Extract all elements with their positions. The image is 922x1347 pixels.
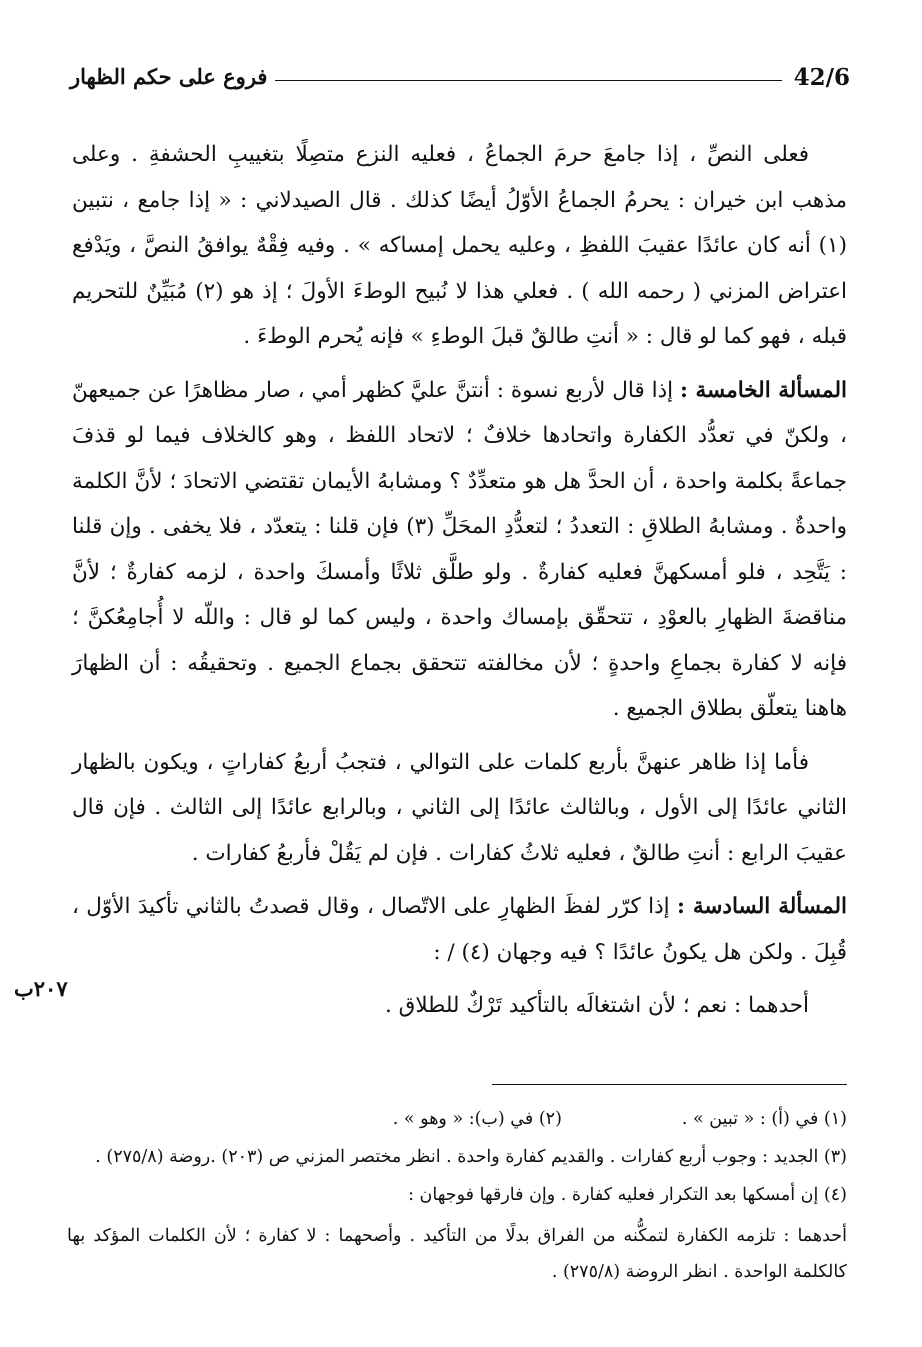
paragraph-issue-5 <box>72 368 847 732</box>
footnote-rule <box>492 1084 847 1085</box>
issue-6-text: إذا كرّر لفظَ الظهارِ على الاتّصال ، وقال قصدتُ بالثاني تأكيدَ الأوّل ، قُبِلَ . ولكن هل يكونُ عائدًا ؟ فيه وجهان (٤) / : <box>72 894 847 965</box>
issue-5-heading: المسألة الخامسة : <box>680 377 847 403</box>
paragraph-5: أحدهما : نعم ؛ لأن اشتغالَه بالتأكيد تَرْكٌ للطلاق . <box>385 993 809 1018</box>
issue-6-heading: المسألة السادسة : <box>676 894 847 919</box>
paragraph-3: فأما إذا ظاهر عنهنَّ بأربع كلمات على التوالي ، فتجبُ أربعُ كفاراتٍ ، ويكون بالظهار الثاني عائدًا إلى الأول ، وبالثالث عائدًا إلى الثاني ، وبالرابع عائدًا إلى الثالث . فإن قال عقيبَ الرابع : أنتِ طالقٌ ، فعليه ثلاثُ كفارات . فإن لم يَقُلْ فأربعُ كفارات . <box>72 749 847 866</box>
footnote-4-continuation: أحدهما : تلزمه الكفارة لتمكُّنه من الفراق بدلًا من التأكيد . وأصحهما : لا كفارة ؛ لأن الكلمات المؤكد بها كالكلمة الواحدة . انظر الروضة (٢٧٥/٨) . <box>67 1226 847 1282</box>
footnote-row-1-2 <box>67 1104 847 1134</box>
issue-5-text: إذا قال لأربع نسوة : أنتنَّ عليَّ كظهر أمي ، صار مظاهرًا عن جميعهنّ ، ولكنّ في تعدُّد الكفارة واتحادها خلافٌ ؛ لاتحاد اللفظ ، وهو كالخلاف فيما لو قذفَ جماعةً بكلمة واحدة ، أن الحدَّ هل هو متعدِّدٌ ؟ ومشابهُ الأيمان تقتضي الاتحادَ ؛ لأنَّ الكلمة واحدةٌ . ومشابهُ الطلاقِ : التعددُ ؛ لتعدُّدِ المحَلِّ (٣) فإن قلنا : يتعدّد ، فلا يخفى . وإن قلنا : يَتَّحِد ، فلو أمسكهنَّ فعليه كفارةٌ . ولو طلَّق ثلاثًا وأمسكَ واحدة ، لزمه كفارةٌ ؛ لأنَّ مناقضةَ الظهارِ بالعوْدِ ، تتحقّق بإمساك واحدة ، وليس كما لو قال : واللّه لا أُجامِعُكنَّ ؛ فإنه لا كفارة بجماعِ واحدةٍ ؛ لأن مخالفته تتحقق بجماع الجميع . وتحقيقُه : أن الظهارَ هاهنا يتعلّق بطلاق الجميع . <box>72 377 847 721</box>
footnote-1: (١) في (أ) : « تبين » . <box>681 1109 847 1129</box>
footnote-4: (٤) إن أمسكها بعد التكرار فعليه كفارة . وإن فارقها فوجهان : <box>408 1185 847 1205</box>
paragraph-issue-6 <box>72 884 847 975</box>
footnote-2: (٢) في (ب): « وهو » . <box>392 1109 562 1129</box>
running-title: فروع على حكم الظهار <box>70 64 268 89</box>
footnotes <box>67 1104 847 1290</box>
header-rule <box>275 80 782 81</box>
running-header <box>70 58 850 98</box>
manuscript-folio-note: ٢٠٧ب <box>14 976 68 1001</box>
main-text <box>72 132 847 1029</box>
page-number: 42/6 <box>793 64 850 91</box>
paragraph-1: فعلى النصِّ ، إذا جامعَ حرمَ الجماعُ ، فعليه النزع متصِلًا بتغييبِ الحشفةِ . وعلى مذهب ابن خيران : يحرمُ الجماعُ الأوّلُ أيضًا كذلك . قال الصيدلاني : « إذا جامع ، نتبين (١) أنه كان عائدًا عقيبَ اللفظِ ، وعليه يحمل إمساكه » . وفيه فِقْهٌ يوافقُ النصَّ ، ويَدْفع اعتراض المزني ( رحمه الله ) . فعلي هذا لا نُبيح الوطءَ الأولَ ؛ إذ هو (٢) مُبَيِّنٌ للتحريم قبله ، فهو كما لو قال : « أنتِ طالقٌ قبلَ الوطءِ » فإنه يُحرم الوطءَ . <box>72 142 848 349</box>
footnote-3: (٣) الجديد : وجوب أربع كفارات . والقديم كفارة واحدة . انظر مختصر المزني ص (٢٠٣) .روضة (٢٧٥/٨) . <box>95 1147 847 1167</box>
